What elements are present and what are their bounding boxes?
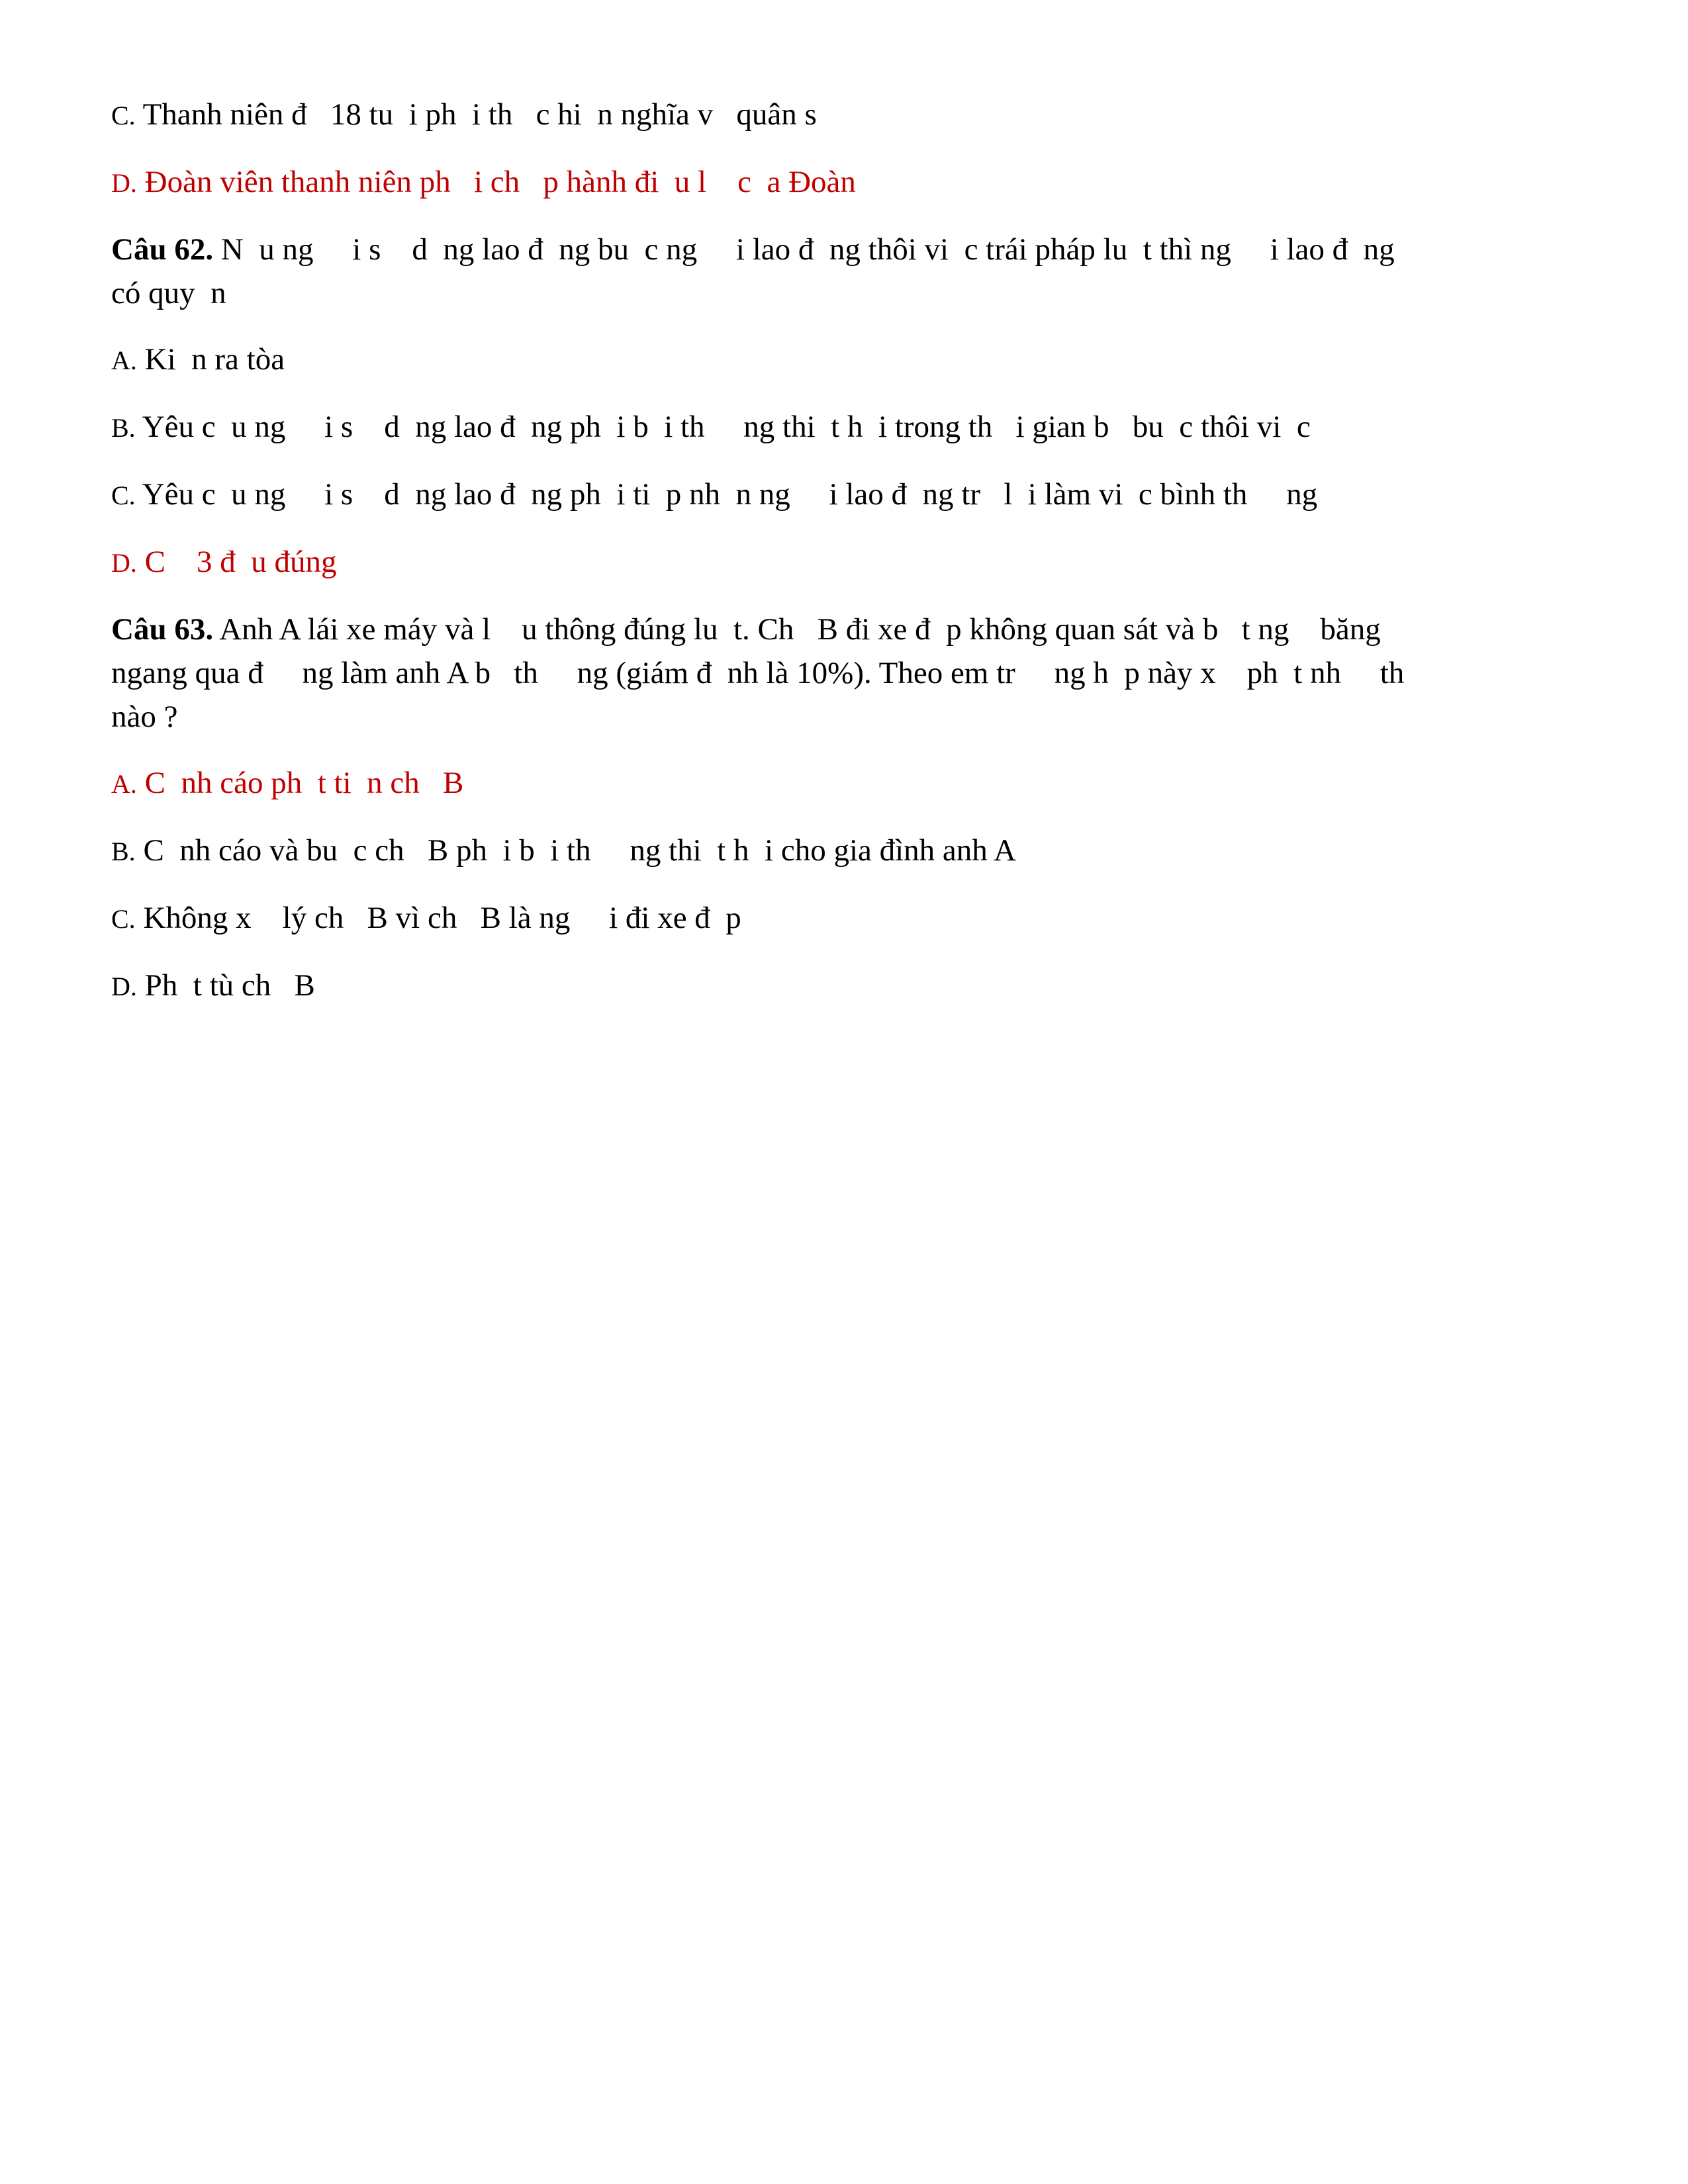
option-text: Yêu c u ng i s d ng lao đ ng ph i ti p nh n ng i lao đ ng tr l i làm vi c bình th ng	[142, 477, 1318, 512]
option-letter: D.	[111, 548, 137, 578]
option-letter: A.	[111, 769, 137, 799]
question-text: Anh A lái xe máy và l u thông đúng lu t. Ch B đi xe đ p không quan sát và b t ng băng	[213, 612, 1381, 647]
option-c-q63	[111, 896, 1568, 941]
option-text: C nh cáo ph t ti n ch B	[144, 766, 464, 800]
option-letter: C.	[111, 101, 136, 130]
option-text: C nh cáo và bu c ch B ph i b i th ng thi t h i cho gia đình anh A	[143, 833, 1016, 868]
question-text: ngang qua đ ng làm anh A b th ng (giám đ nh là 10%). Theo em tr ng h p này x ph t nh th	[111, 656, 1405, 690]
question-line	[111, 608, 1568, 651]
option-d-q61-correct	[111, 160, 1568, 205]
option-letter: A.	[111, 345, 137, 375]
option-text: Không x lý ch B vì ch B là ng i đi xe đ p	[143, 901, 741, 935]
option-text: Ph t tù ch B	[144, 968, 315, 1003]
question-line	[111, 695, 1568, 739]
question-text: nào ?	[111, 700, 178, 734]
option-a-q63-correct	[111, 761, 1568, 806]
option-text: Ki n ra tòa	[144, 342, 285, 377]
question-label: Câu 63.	[111, 612, 214, 647]
option-b-q62	[111, 405, 1568, 450]
question-62	[111, 228, 1568, 315]
option-letter: C.	[111, 480, 136, 510]
question-line	[111, 651, 1568, 695]
question-text: N u ng i s d ng lao đ ng bu c ng i lao đ ng thôi vi c trái pháp lu t thì ng i lao đ ng	[213, 232, 1395, 267]
option-letter: D.	[111, 972, 137, 1001]
option-letter: B.	[111, 413, 136, 443]
option-letter: C.	[111, 904, 136, 934]
question-line	[111, 271, 1568, 315]
option-c-q62	[111, 473, 1568, 518]
question-line	[111, 228, 1568, 271]
option-b-q63	[111, 829, 1568, 874]
question-63	[111, 608, 1568, 739]
option-text: Yêu c u ng i s d ng lao đ ng ph i b i th ng thi t h i trong th i gian b bu c thôi vi c	[142, 410, 1311, 444]
option-d-q63	[111, 964, 1568, 1009]
document-page	[111, 93, 1568, 1031]
option-letter: D.	[111, 168, 137, 198]
option-text: C 3 đ u đúng	[144, 545, 337, 579]
question-label: Câu 62.	[111, 232, 214, 267]
option-d-q62-correct	[111, 540, 1568, 585]
option-letter: B.	[111, 837, 136, 866]
question-text: có quy n	[111, 276, 226, 310]
option-c-q61	[111, 93, 1568, 138]
option-text: Đoàn viên thanh niên ph i ch p hành đi u l c a Đoàn	[144, 165, 856, 199]
option-a-q62	[111, 338, 1568, 383]
option-text: Thanh niên đ 18 tu i ph i th c hi n nghĩa v quân s	[142, 97, 817, 132]
